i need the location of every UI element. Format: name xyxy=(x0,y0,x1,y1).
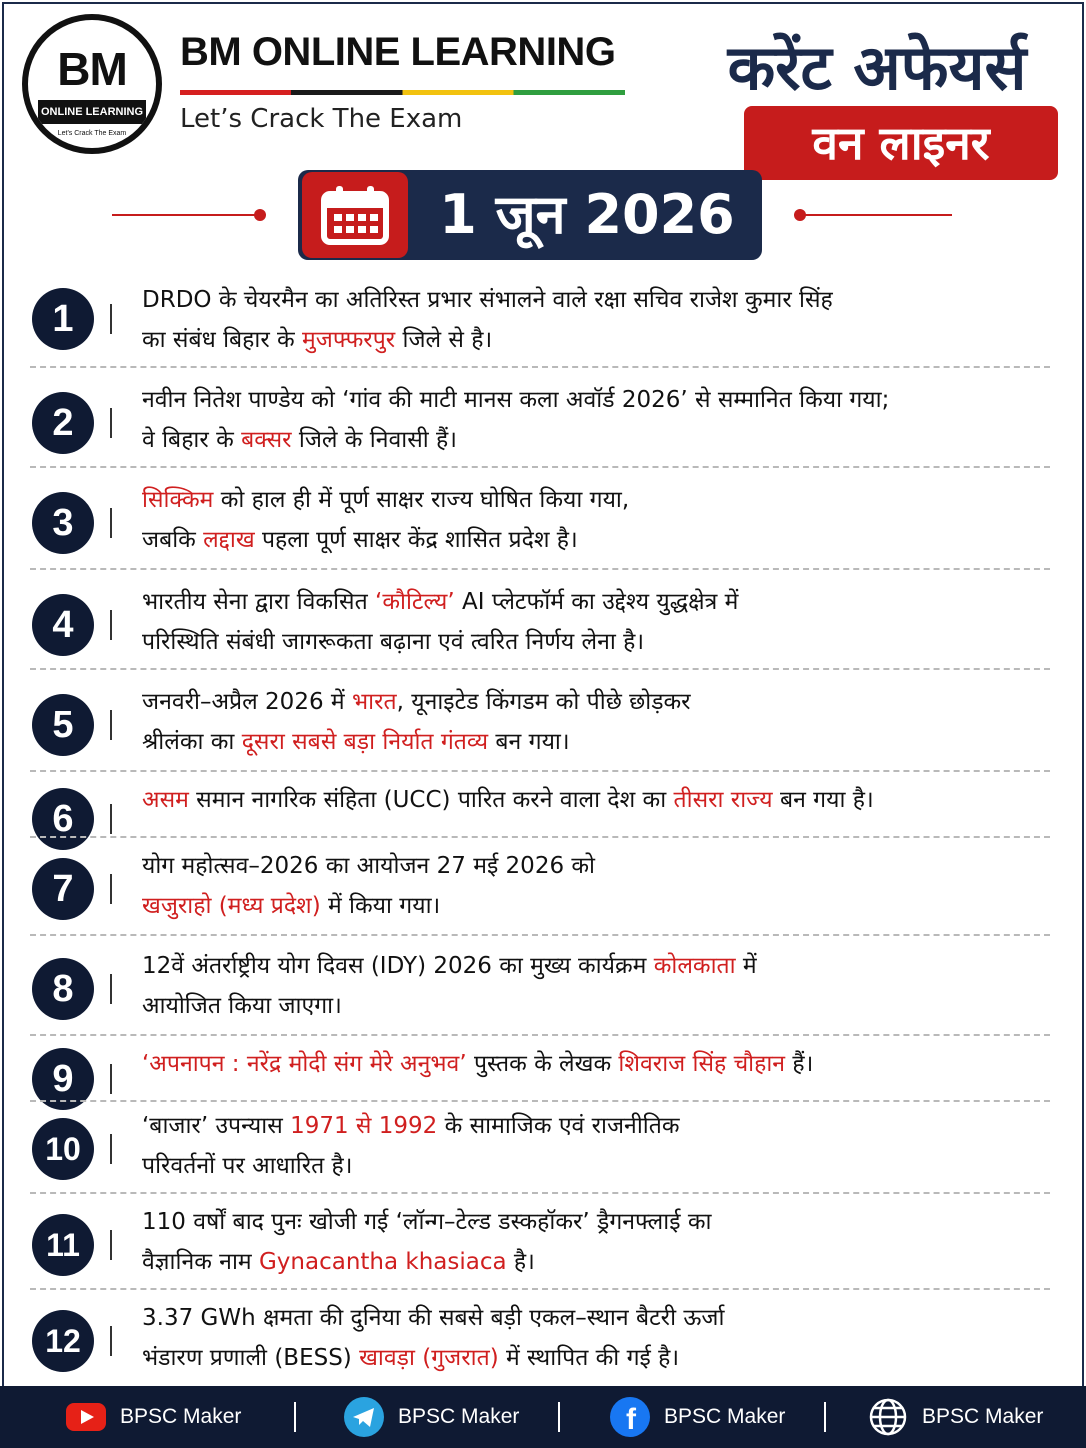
date-divider-left xyxy=(112,214,262,216)
item-text-segment: योग महोत्सव–2026 का आयोजन 27 मई 2026 को xyxy=(142,853,596,879)
item-text xyxy=(142,682,1052,762)
date-divider-right xyxy=(800,214,952,216)
item-number-badge: 12 xyxy=(32,1310,94,1372)
list-item xyxy=(30,1106,1050,1186)
item-divider-bar xyxy=(110,610,112,640)
highlighted-text: Gynacantha khasiaca xyxy=(258,1249,507,1275)
item-divider-bar xyxy=(110,408,112,438)
highlighted-text: सिक्किम xyxy=(142,487,214,513)
highlighted-text: भारत xyxy=(351,689,397,715)
date-divider-dot-right xyxy=(794,209,806,221)
globe-icon xyxy=(868,1397,908,1437)
footer-divider xyxy=(294,1402,296,1432)
item-separator xyxy=(30,1034,1050,1036)
list-item xyxy=(30,280,1050,360)
item-text-segment: 3.37 GWh क्षमता की दुनिया की सबसे बड़ी एकल–स्थान बैटरी ऊर्जा xyxy=(142,1305,725,1331)
highlighted-text: तीसरा राज्य xyxy=(673,787,773,813)
item-text-segment: जनवरी–अप्रैल 2026 में xyxy=(142,689,352,715)
logo-band: ONLINE LEARNING xyxy=(38,100,146,124)
footer-telegram[interactable] xyxy=(344,1386,519,1448)
item-text-segment: जबकि xyxy=(142,527,204,553)
item-text-segment: आयोजित किया जाएगा। xyxy=(142,993,342,1019)
item-separator xyxy=(30,1288,1050,1290)
item-separator xyxy=(30,1100,1050,1102)
item-text-segment: DRDO के चेयरमैन का अतिरिस्त प्रभार संभालने वाले रक्षा सचिव राजेश कुमार सिंह xyxy=(142,287,833,313)
item-divider-bar xyxy=(110,804,112,834)
date-text: 1 जून 2026 xyxy=(439,183,735,246)
item-separator xyxy=(30,836,1050,838)
footer-youtube[interactable] xyxy=(66,1386,241,1448)
item-number-badge: 2 xyxy=(32,392,94,454)
highlighted-text: ‘कौटिल्य’ xyxy=(375,589,455,615)
footer-label: BPSC Maker xyxy=(120,1405,242,1428)
footer-website[interactable] xyxy=(868,1386,1043,1448)
item-divider-bar xyxy=(110,304,112,334)
item-text-segment: है। xyxy=(506,1249,535,1275)
date-divider-dot-left xyxy=(254,209,266,221)
item-number-badge: 5 xyxy=(32,694,94,756)
item-text xyxy=(142,1202,1052,1282)
list-item xyxy=(30,682,1050,762)
item-number-badge: 3 xyxy=(32,492,94,554)
footer-divider xyxy=(824,1402,826,1432)
highlighted-text: दूसरा सबसे बड़ा निर्यात गंतव्य xyxy=(241,729,489,755)
highlighted-text: शिवराज सिंह चौहान xyxy=(618,1051,786,1077)
highlighted-text: असम xyxy=(142,787,189,813)
item-text-segment: में स्थापित की गई है। xyxy=(498,1345,680,1371)
item-text xyxy=(142,1044,1052,1084)
item-text-segment: में xyxy=(735,953,757,979)
item-divider-bar xyxy=(110,874,112,904)
list-item xyxy=(30,1298,1050,1378)
item-text-segment: बन गया। xyxy=(488,729,570,755)
youtube-icon xyxy=(66,1397,106,1437)
item-text-segment: समान नागरिक संहिता (UCC) पारित करने वाला देश का xyxy=(188,787,674,813)
brand-tagline: Let’s Crack The Exam xyxy=(180,104,463,134)
item-text-segment: श्रीलंका का xyxy=(142,729,242,755)
brand-color-bar xyxy=(180,90,625,95)
item-divider-bar xyxy=(110,508,112,538)
item-text-segment: हैं। xyxy=(785,1051,814,1077)
list-item xyxy=(30,780,1050,840)
logo-text: BM xyxy=(57,43,127,95)
item-divider-bar xyxy=(110,974,112,1004)
item-text xyxy=(142,846,1052,926)
highlighted-text: खजुराहो (मध्य प्रदेश) xyxy=(142,893,321,919)
calendar-icon xyxy=(302,172,408,258)
item-text-segment: ‘बाजार’ उपन्यास xyxy=(142,1113,291,1139)
item-divider-bar xyxy=(110,1134,112,1164)
item-number-badge: 9 xyxy=(32,1048,94,1110)
item-text-segment: भारतीय सेना द्वारा विकसित xyxy=(142,589,376,615)
highlighted-text: मुजफ्फरपुर xyxy=(302,327,396,353)
item-text-segment: वे बिहार के xyxy=(142,427,242,453)
logo-tagline: Let's Crack The Exam xyxy=(57,130,127,137)
item-text xyxy=(142,1298,1052,1378)
footer-divider xyxy=(558,1402,560,1432)
item-text-segment: जिले के निवासी हैं। xyxy=(291,427,457,453)
brand-name: BM ONLINE LEARNING xyxy=(180,30,616,74)
brand-logo xyxy=(22,14,162,154)
item-separator xyxy=(30,466,1050,468)
item-divider-bar xyxy=(110,1064,112,1094)
list-item xyxy=(30,480,1050,560)
highlighted-text: लद्दाख xyxy=(203,527,255,553)
item-text xyxy=(142,380,1052,460)
list-item xyxy=(30,582,1050,662)
item-text-segment: में किया गया। xyxy=(320,893,441,919)
item-number-badge: 4 xyxy=(32,594,94,656)
item-text-segment: बन गया है। xyxy=(772,787,874,813)
one-liner-badge: वन लाइनर xyxy=(744,106,1058,180)
list-item xyxy=(30,380,1050,460)
item-number-badge: 10 xyxy=(32,1118,94,1180)
item-text xyxy=(142,780,1052,820)
item-text-segment: जिले से है। xyxy=(395,327,493,353)
highlighted-text: 1971 से 1992 xyxy=(290,1113,438,1139)
item-separator xyxy=(30,568,1050,570)
item-text-segment: का संबंध बिहार के xyxy=(142,327,303,353)
item-text-segment: नवीन नितेश पाण्डेय को ‘गांव की माटी मानस कला अवॉर्ड 2026’ से सम्मानित किया गया; xyxy=(142,387,890,413)
item-separator xyxy=(30,770,1050,772)
highlighted-text: खावड़ा (गुजरात) xyxy=(359,1345,499,1371)
footer-label: BPSC Maker xyxy=(398,1405,520,1428)
item-number-badge: 6 xyxy=(32,788,94,850)
highlighted-text: कोलकाता xyxy=(653,953,736,979)
item-text-segment: परिस्थिति संबंधी जागरूकता बढ़ाना एवं त्वरित निर्णय लेना है। xyxy=(142,629,645,655)
item-text-segment: 110 वर्षों बाद पुनः खोजी गई ‘लॉन्ग–टेल्ड डस्कहॉकर’ ड्रैगनफ्लाई का xyxy=(142,1209,712,1235)
item-text-segment: वैज्ञानिक नाम xyxy=(142,1249,259,1275)
item-divider-bar xyxy=(110,1230,112,1260)
item-text xyxy=(142,280,1052,360)
list-item xyxy=(30,1202,1050,1282)
footer-facebook[interactable] xyxy=(610,1386,785,1448)
item-number-badge: 11 xyxy=(32,1214,94,1276)
svg-text:f: f xyxy=(626,1403,636,1436)
page-title: करेंट अफेयर्स xyxy=(727,31,1027,104)
item-text xyxy=(142,946,1052,1026)
item-number-badge: 7 xyxy=(32,858,94,920)
item-separator xyxy=(30,934,1050,936)
list-item xyxy=(30,1044,1050,1100)
item-separator xyxy=(30,366,1050,368)
item-text-segment: AI प्लेटफॉर्म का उद्देश्य युद्धक्षेत्र में xyxy=(454,589,739,615)
telegram-icon xyxy=(344,1397,384,1437)
item-divider-bar xyxy=(110,710,112,740)
item-text-segment: पहला पूर्ण साक्षर केंद्र शासित प्रदेश है। xyxy=(254,527,578,553)
item-text-segment: को हाल ही में पूर्ण साक्षर राज्य घोषित किया गया, xyxy=(213,487,630,513)
item-text-segment: के सामाजिक एवं राजनीतिक xyxy=(437,1113,680,1139)
item-divider-bar xyxy=(110,1326,112,1356)
item-text-segment: भंडारण प्रणाली (BESS) xyxy=(142,1345,360,1371)
item-number-badge: 8 xyxy=(32,958,94,1020)
footer-label: BPSC Maker xyxy=(922,1405,1044,1428)
item-text-segment: परिवर्तनों पर आधारित है। xyxy=(142,1153,353,1179)
list-item xyxy=(30,946,1050,1026)
highlighted-text: ‘अपनापन : नरेंद्र मोदी संग मेरे अनुभव’ xyxy=(142,1051,467,1077)
list-item xyxy=(30,846,1050,926)
item-text xyxy=(142,582,1052,662)
item-text-segment: , यूनाइटेड किंगडम को पीछे छोड़कर xyxy=(396,689,691,715)
highlighted-text: बक्सर xyxy=(241,427,292,453)
item-number-badge: 1 xyxy=(32,288,94,350)
footer-label: BPSC Maker xyxy=(664,1405,786,1428)
item-text-segment: पुस्तक के लेखक xyxy=(466,1051,619,1077)
item-text xyxy=(142,1106,1052,1186)
social-footer xyxy=(0,1386,1086,1448)
item-text xyxy=(142,480,1052,560)
facebook-icon xyxy=(610,1397,650,1437)
item-separator xyxy=(30,668,1050,670)
item-text-segment: 12वें अंतर्राष्ट्रीय योग दिवस (IDY) 2026 का मुख्य कार्यक्रम xyxy=(142,953,654,979)
item-separator xyxy=(30,1192,1050,1194)
